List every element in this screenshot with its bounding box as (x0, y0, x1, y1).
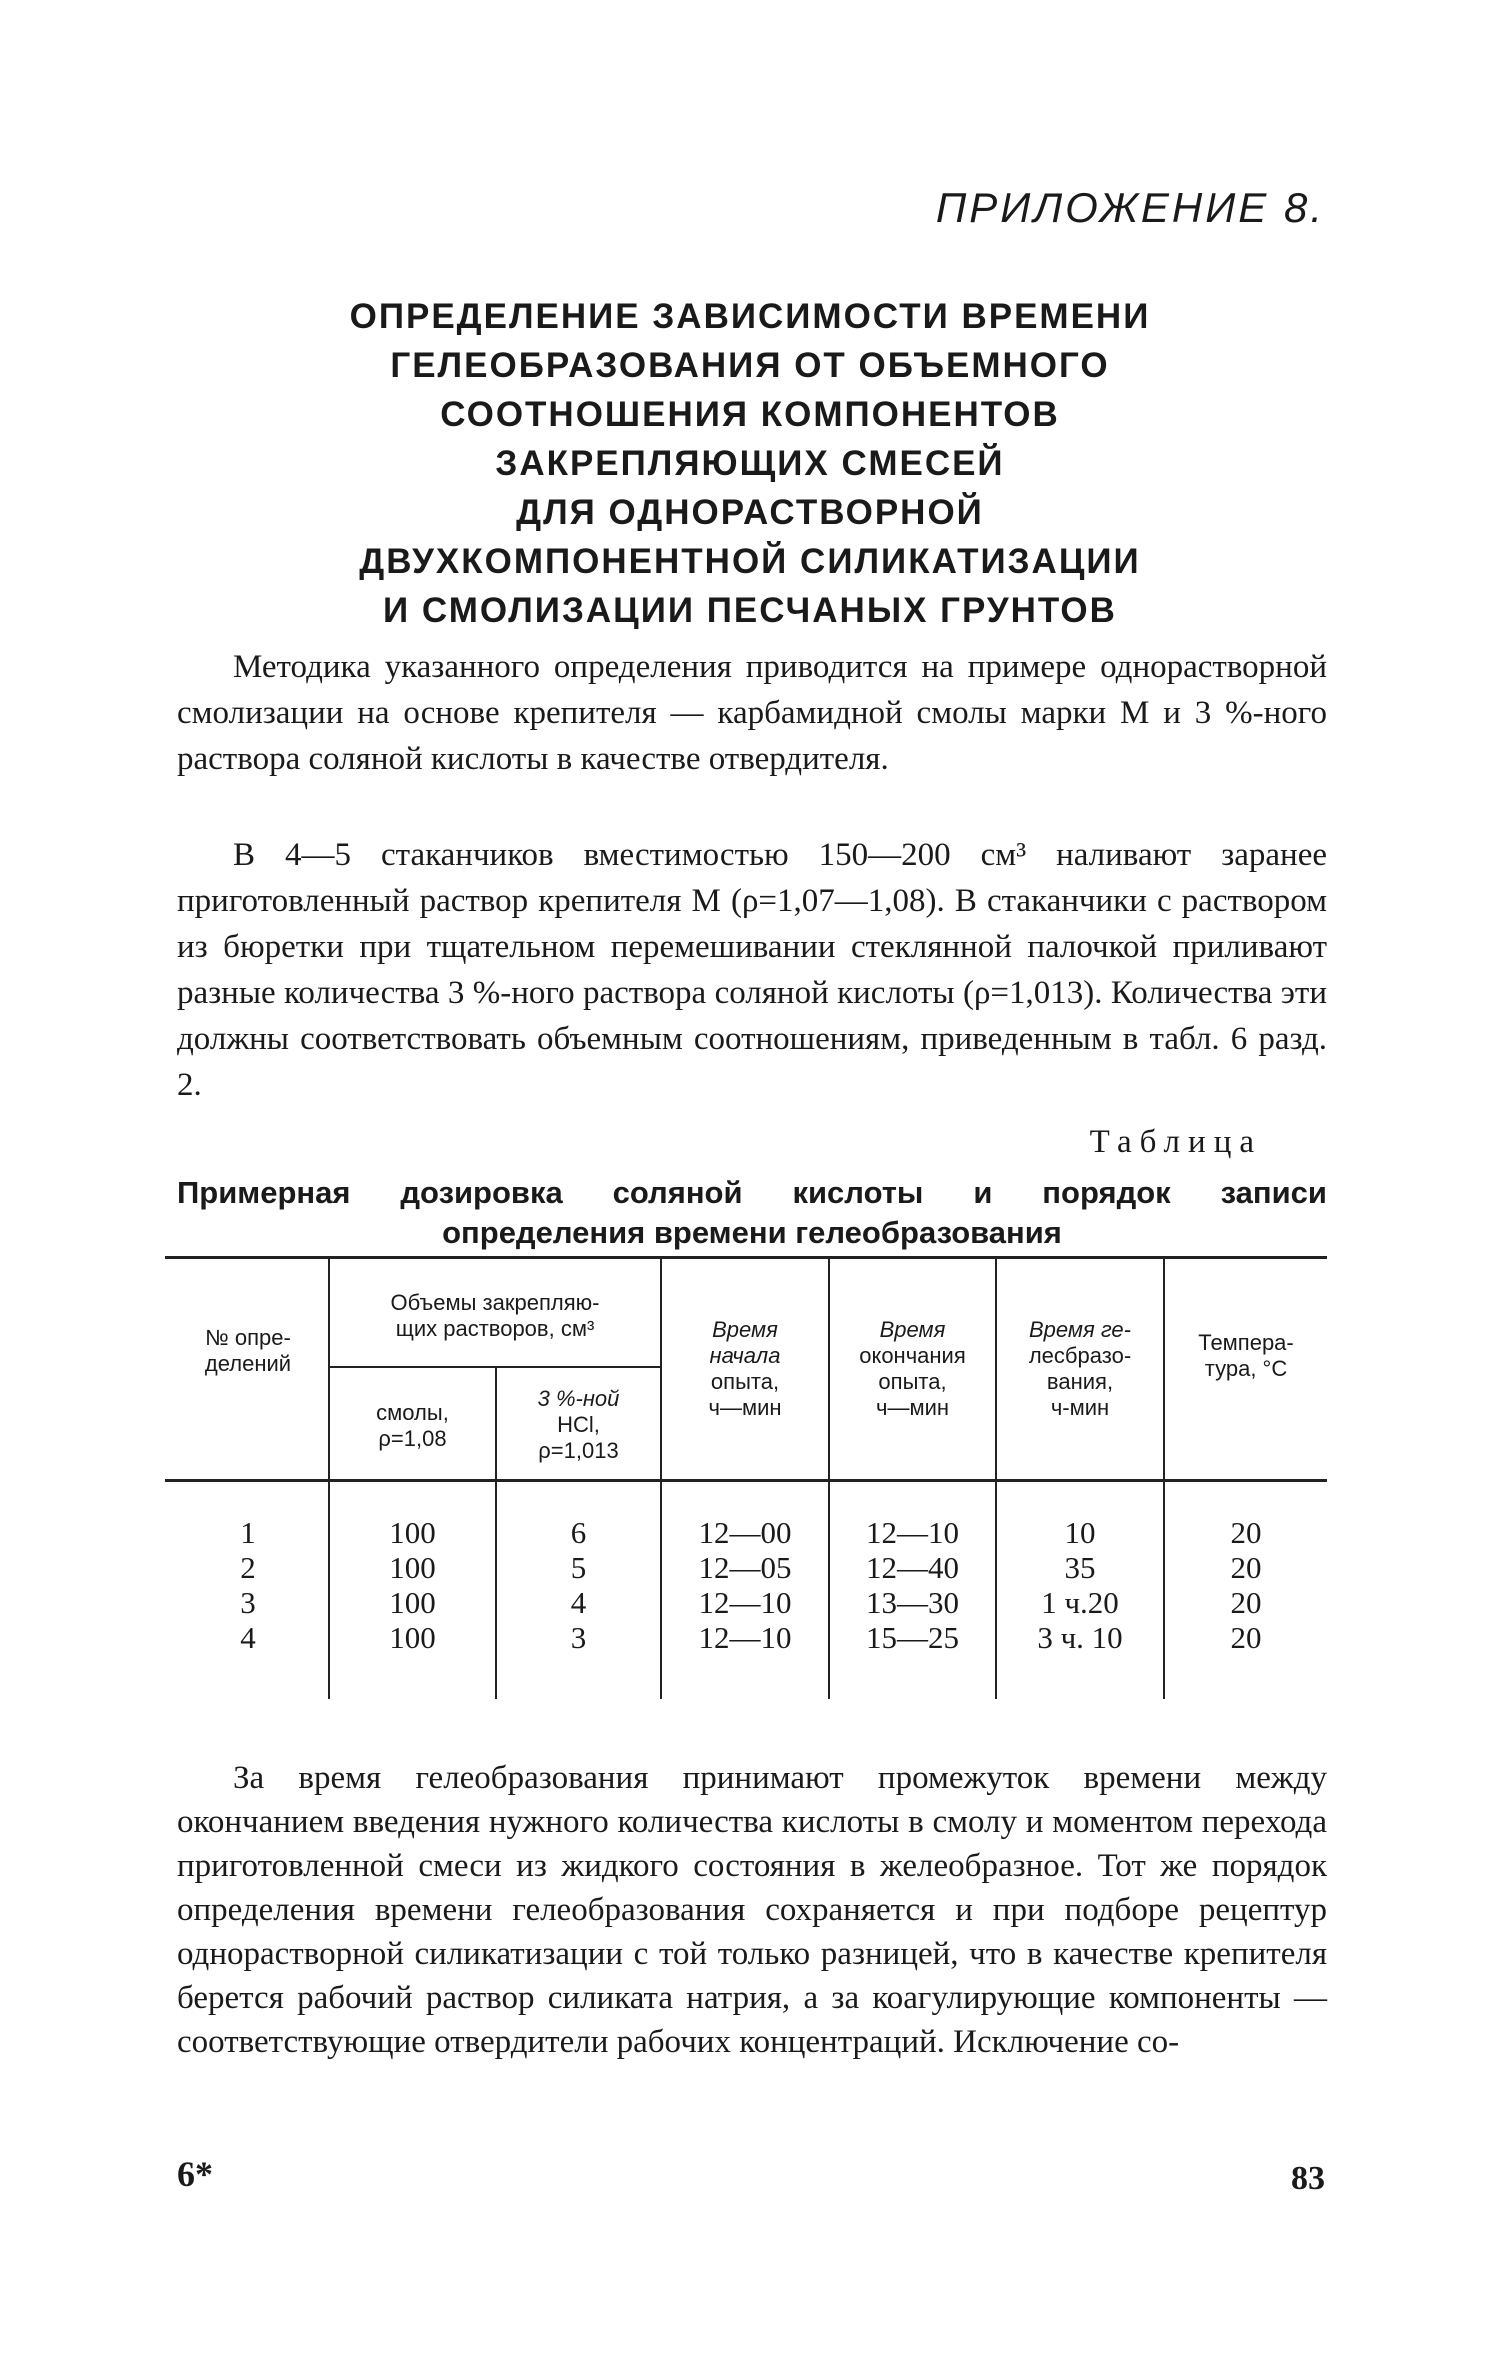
header-text: Объемы закрепляю- (390, 1290, 600, 1315)
header-volumes (330, 1290, 660, 1342)
header-text: № опре- (205, 1325, 291, 1350)
cell-gel: 3 ч. 10 (1037, 1620, 1123, 1655)
header-text: Время (712, 1317, 778, 1342)
header-text: начала (709, 1343, 781, 1368)
table-caption-line2: определения времени гелеобразования (442, 1215, 1062, 1250)
header-text: 3 %-ной (537, 1386, 620, 1411)
caption-word: соляной (612, 1175, 743, 1210)
header-text: HCl, (557, 1412, 600, 1437)
header-text: опыта, (710, 1369, 780, 1394)
header-gel-time (997, 1317, 1163, 1421)
header-text: смолы, (376, 1400, 449, 1425)
cell-resin: 100 (389, 1515, 436, 1550)
table-caption (177, 1173, 1327, 1253)
cell-end: 15—25 (866, 1620, 959, 1655)
title-line: И СМОЛИЗАЦИИ ПЕСЧАНЫХ ГРУНТОВ (383, 591, 1117, 630)
title-line: ЗАКРЕПЛЯЮЩИХ СМЕСЕЙ (495, 444, 1005, 483)
header-text: щих растворов, см³ (395, 1316, 595, 1341)
title-line: ДВУХКОМПОНЕНТНОЙ СИЛИКАТИЗАЦИИ (359, 542, 1141, 581)
caption-word: кислоты (792, 1175, 924, 1210)
cell-start: 12—10 (698, 1620, 792, 1655)
cell-acid: 4 (570, 1585, 587, 1620)
table-label: Таблица (1089, 1124, 1262, 1160)
header-temperature (1165, 1330, 1327, 1382)
cell-end: 12—10 (866, 1515, 959, 1550)
header-text: Время (879, 1317, 946, 1342)
caption-word: порядок (1042, 1175, 1171, 1210)
cell-start: 12—10 (698, 1585, 792, 1620)
cell-resin: 100 (389, 1585, 436, 1620)
header-text: ч—мин (875, 1395, 950, 1420)
table-caption-line1 (177, 1173, 1327, 1213)
cell-start: 12—00 (698, 1515, 792, 1550)
caption-word: и (973, 1175, 993, 1210)
cell-end: 12—40 (866, 1550, 959, 1585)
cell-end: 13—30 (866, 1585, 959, 1620)
header-text: вания, (1046, 1369, 1114, 1394)
header-resin (330, 1400, 495, 1452)
paragraph-method: Методика указанного определения приводится на примере однорастворной смолизации на основе крепителя — карбамидной смолы марки М и 3 %-ного раствора соляной кислоты в качестве отвердителя. (177, 649, 1327, 777)
cell-number: 3 (240, 1585, 256, 1620)
title-line: ГЕЛЕОБРАЗОВАНИЯ ОТ ОБЪЕМНОГО (390, 346, 1110, 385)
cell-number: 2 (240, 1550, 256, 1585)
cell-number: 4 (240, 1620, 256, 1655)
title-line: ДЛЯ ОДНОРАСТВОРНОЙ (516, 493, 984, 532)
cell-acid: 6 (570, 1515, 587, 1550)
header-acid (497, 1386, 660, 1464)
header-text: лесбразо- (1028, 1343, 1132, 1368)
table-header-bottom-rule (165, 1479, 1327, 1482)
header-text: ρ=1,013 (538, 1438, 619, 1463)
cell-gel: 35 (1064, 1550, 1096, 1585)
header-text: тура, °С (1204, 1356, 1288, 1381)
page-number: 83 (1291, 2160, 1325, 2197)
header-text: опыта, (878, 1369, 947, 1394)
caption-word: записи (1220, 1175, 1327, 1210)
cell-acid: 3 (570, 1620, 587, 1655)
cell-resin: 100 (389, 1620, 436, 1655)
header-text: Время ге- (1028, 1317, 1131, 1342)
cell-temp: 20 (1230, 1550, 1262, 1585)
header-text: ч—мин (708, 1395, 782, 1420)
appendix-label: ПРИЛОЖЕНИЕ 8. (935, 184, 1325, 231)
paragraph-procedure: В 4—5 стаканчиков вместимостью 150—200 см³ наливают заранее приготовленный раствор крепителя М (ρ=1,07—1,08). В стаканчики с раствором из бюретки при тщательном перемешивании стеклянной палочкой приливают разные количества 3 %-ного раствора соляной кислоты (ρ=1,013). Количества эти должны соответствовать объемным соотношениям, приведенным в табл. 6 разд. 2. (177, 837, 1327, 1103)
header-text: делений (204, 1351, 292, 1376)
title-line: ОПРЕДЕЛЕНИЕ ЗАВИСИМОСТИ ВРЕМЕНИ (349, 297, 1151, 336)
cell-temp: 20 (1230, 1620, 1262, 1655)
caption-word: Примерная (177, 1175, 351, 1210)
table-top-rule (165, 1256, 1327, 1259)
cell-acid: 5 (570, 1550, 587, 1585)
header-text: окончания (859, 1343, 966, 1368)
title-line: СООТНОШЕНИЯ КОМПОНЕНТОВ (440, 395, 1060, 434)
header-end-time (830, 1317, 995, 1421)
cell-gel: 1 ч.20 (1041, 1585, 1119, 1620)
header-text: Темпера- (1198, 1330, 1294, 1355)
cell-number: 1 (240, 1515, 256, 1550)
caption-word: дозировка (400, 1175, 563, 1210)
cell-temp: 20 (1230, 1515, 1262, 1550)
paragraph-gel-time: За время гелеобразования принимают промежуток времени между окончанием введения нужного количества кислоты в смолу и моментом перехода приготовленной смеси из жидкого состояния в желеобразное. Тот же порядок определения времени гелеобразования сохраняется и при подборе рецептур однорастворной силикатизации с той только разницей, что в качестве крепителя берется рабочий раствор силиката натрия, а за коагулирующие компоненты — соответствующие отвердители рабочих концентраций. Исключение со- (177, 1760, 1327, 2060)
cell-resin: 100 (389, 1550, 436, 1585)
cell-temp: 20 (1230, 1585, 1262, 1620)
document-title (230, 292, 1270, 635)
header-text: ρ=1,08 (378, 1426, 447, 1451)
header-number (168, 1325, 328, 1377)
header-start-time (662, 1317, 828, 1421)
cell-start: 12—05 (698, 1550, 792, 1585)
header-text: ч-мин (1050, 1395, 1110, 1420)
signature-mark: 6* (177, 2154, 213, 2194)
cell-gel: 10 (1064, 1515, 1096, 1550)
